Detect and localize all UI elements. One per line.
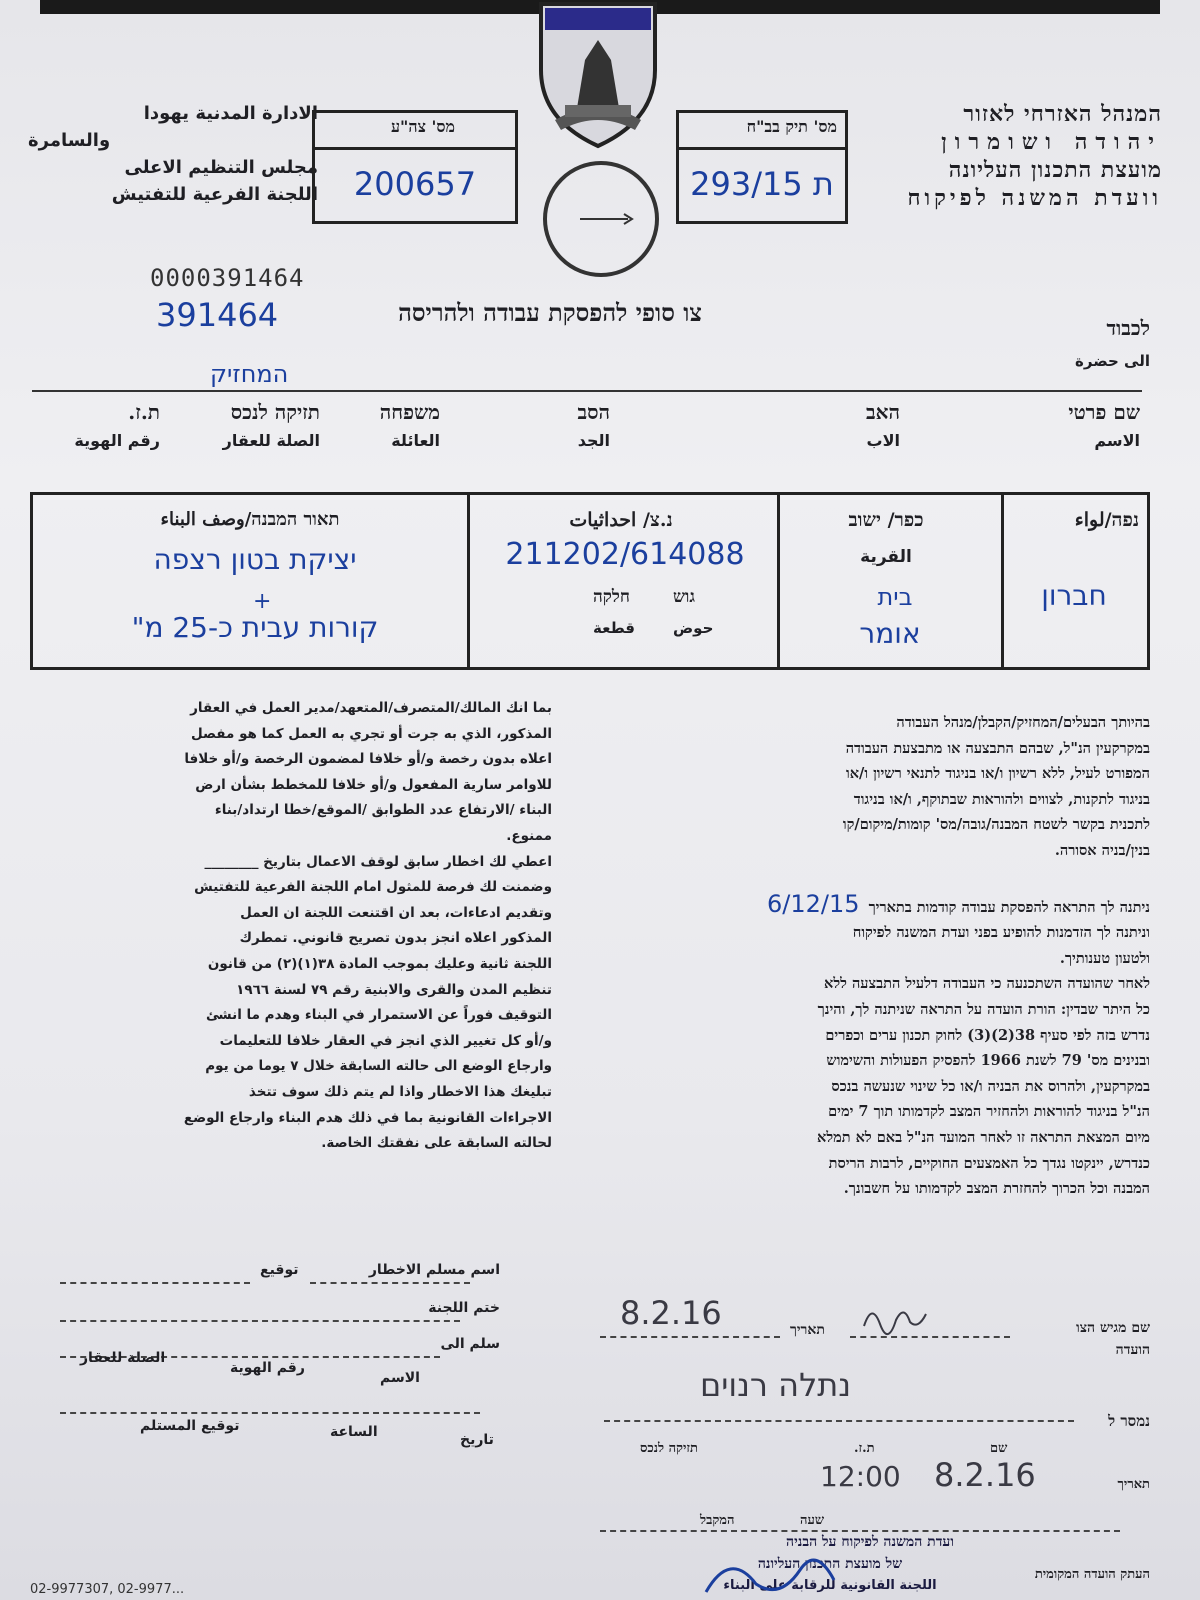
he-line: במקרקעין הנ"ל, שבהם התבצעה או מתבצעת העבודה bbox=[845, 739, 1150, 757]
field-label-ar: الاسم bbox=[1094, 431, 1140, 450]
ar-line: الاجراءات القانونية بما في ذلك هدم البناء وارجاع الوضع bbox=[183, 1109, 552, 1126]
ar-field-name: الاسم bbox=[380, 1370, 420, 1386]
ar-date-label: تاريخ bbox=[460, 1432, 494, 1448]
he-line: מיום המצאת התראה זו לאחר המועד הנ"ל באם לא תמלא bbox=[817, 1128, 1150, 1146]
footer-field-relation: תזיקה לנכס bbox=[640, 1441, 698, 1456]
plus-mark: + bbox=[253, 589, 272, 614]
ar-stamp-line bbox=[60, 1320, 460, 1322]
order-date-label: תאריך bbox=[790, 1322, 825, 1338]
ar-line: اعطي لك اخطار سابق لوقف الاعمال بتاريخ ________ bbox=[204, 853, 552, 870]
serial-number-printed: 0000391464 bbox=[150, 264, 305, 292]
he-line: בניגוד לתקנות, לצווים ולהוראות שבתוקף, ו/או בניגוד bbox=[853, 790, 1150, 808]
building-desc-label: תאור המבנה/وصف البناء bbox=[160, 509, 340, 530]
village-label-ar: القرية bbox=[860, 547, 912, 567]
arabic-header-line: والسامرة bbox=[28, 130, 111, 151]
he-line: לתכנית בקשר לשטח המבנה/גובה/מס' קומות/מיקום/קו bbox=[842, 816, 1150, 834]
given-date-value: 6/12/15 bbox=[766, 889, 860, 918]
stamp-line-1: ועדת המשנה לפיקוח על הבניה bbox=[786, 1534, 954, 1550]
receipt-date-label: תאריך bbox=[1117, 1477, 1150, 1492]
ar-line: تنظيم المدن والقرى والابنية رقم ٧٩ لسنة ١٩٦٦ bbox=[236, 981, 552, 998]
arabic-header-line: اللجنة الفرعية للتفتيش bbox=[111, 184, 318, 205]
he-line: נדרש בזה לפי סעיף 38(2)(3) לחוק תכנון ערים וכפרים bbox=[825, 1026, 1150, 1044]
he-line: לאחר שהועדה השתכנעה כי העבודה דלעיל התבצעה ללא bbox=[824, 975, 1150, 993]
committee-copy-label: העתק הועדה המקומית bbox=[1034, 1567, 1150, 1582]
ar-line: البناء /الارتفاع عدد الطوابق /الموقع/خطا ارتداد/بناء bbox=[214, 802, 552, 819]
block-label-he: גוש bbox=[673, 587, 695, 607]
he-line: במקרקעין, ולהרוס את הבניה ו/או כל שינוי שנעשה בנכס bbox=[831, 1077, 1150, 1095]
location-table bbox=[30, 492, 1150, 670]
field-grandfather bbox=[510, 400, 610, 450]
order-number-label: מס' צה"ע bbox=[390, 117, 455, 136]
field-label-he: הסב bbox=[577, 400, 610, 424]
deliverer-name-label: שם מגיש הצו bbox=[1076, 1320, 1150, 1336]
field-father bbox=[780, 400, 900, 450]
seal-icon bbox=[540, 158, 662, 280]
ar-line: وضمنت لك فرصة للمثول امام اللجنة الفرعية للتفتيش bbox=[194, 879, 552, 896]
serial-number-handwritten: 391464 bbox=[156, 296, 279, 334]
ar-line: التوقيف فوراً عن الاستمرار في البناء وهدم ما انشئ bbox=[206, 1007, 552, 1024]
ar-delivered-to-label: سلم الى bbox=[440, 1336, 500, 1352]
ar-signature-line bbox=[60, 1282, 250, 1284]
receipt-time-label: שעה bbox=[800, 1513, 825, 1528]
ar-line: للاوامر سارية المفعول و/أو خلافا للمخطط بشأن ارض bbox=[195, 776, 552, 793]
ar-line: تبليغك هذا الاخطار واذا لم يتم ذلك سوف تتخذ bbox=[248, 1083, 552, 1100]
addressee-label-ar: الى حضرة bbox=[1075, 352, 1150, 370]
receiver-label: המקבל bbox=[700, 1513, 735, 1528]
field-label-ar: الصلة للعقار bbox=[222, 431, 320, 450]
village-value-2: אומר bbox=[859, 617, 921, 650]
field-label-ar: رقم الهوية bbox=[74, 431, 160, 450]
building-desc-value-1: יציקת בטון רצפה bbox=[153, 543, 357, 576]
header-divider bbox=[32, 390, 1142, 392]
he-line: בנין/בניה אסורה. bbox=[1054, 841, 1150, 859]
ar-deliverer-label: اسم مسلم الاخطار bbox=[368, 1262, 500, 1278]
coords-value: 211202/614088 bbox=[505, 537, 745, 572]
he-para1 bbox=[584, 710, 1150, 864]
addressee-label-he: לכבוד bbox=[1106, 316, 1150, 340]
order-date-value: 8.2.16 bbox=[620, 1294, 722, 1332]
parcel-label-he: חלקה bbox=[593, 587, 630, 607]
receipt-line bbox=[600, 1530, 1120, 1532]
ar-receipt-line bbox=[60, 1412, 480, 1414]
ar-line: بما انك المالك/المتصرف/المتعهد/مدير العمل في العقار bbox=[190, 700, 552, 716]
delivered-to-value: נתלה רנוים bbox=[700, 1366, 852, 1404]
order-number-box bbox=[312, 110, 518, 224]
ar-line: و/أو كل تغيير الذي انجز في العقار خلافا للتعليمات bbox=[219, 1032, 552, 1049]
building-desc-value-2: קורות עבית כ-25 מ" bbox=[131, 611, 379, 644]
district-value: חברון bbox=[1041, 579, 1107, 612]
hebrew-body bbox=[584, 710, 1150, 1202]
field-id-number bbox=[40, 400, 160, 450]
arabic-header-line: مجلس التنظيم الاعلى bbox=[124, 157, 318, 178]
village-label-he: כפר/ ישוב bbox=[848, 509, 924, 531]
ar-signature-label: توقيع bbox=[260, 1262, 299, 1278]
ar-committee-stamp-label: ختم اللجنة bbox=[428, 1300, 500, 1316]
receipt-date-value: 8.2.16 bbox=[934, 1456, 1036, 1494]
he-line: כל היתר שבדין: הורת הועדה על התראה שניתנה לך, והינך bbox=[817, 1000, 1150, 1018]
field-first-name bbox=[1020, 400, 1140, 450]
field-label-he: משפחה bbox=[379, 400, 440, 424]
he-line: בהיותך הבעלים/המחזיק/הקבלן/מנהל העבודה bbox=[896, 714, 1150, 731]
person-fields-row bbox=[30, 400, 1140, 472]
he-line: ובנינים מס' 79 לשנת 1966 להפסיק הפעולות והשימוש bbox=[826, 1052, 1150, 1070]
village-value-1: בית bbox=[877, 583, 913, 611]
file-number-value: ת 293/15 bbox=[690, 165, 834, 203]
date-line bbox=[600, 1336, 780, 1338]
field-relation bbox=[190, 400, 320, 450]
field-label-he: האב bbox=[866, 400, 900, 424]
receipt-time-value: 12:00 bbox=[820, 1460, 901, 1493]
hebrew-header-line: וועדת המשנה לפיקוח bbox=[907, 185, 1162, 211]
ar-line: المذكور، الذي به جرت أو تجري به العمل كما هو مفصل bbox=[190, 725, 552, 742]
field-label-ar: العائلة bbox=[391, 431, 440, 450]
he-given-date-row bbox=[584, 889, 1150, 921]
committee-signature-label: הועדה bbox=[1115, 1342, 1150, 1358]
ar-deliverer-line bbox=[310, 1282, 470, 1284]
field-label-ar: الاب bbox=[866, 431, 900, 450]
ar-line: لحالته السابقة على نفقتك الخاصة. bbox=[321, 1135, 552, 1152]
field-label-he: שם פרטי bbox=[1068, 400, 1140, 424]
document-title: צו סופי להפסקת עבודה ולהריסה bbox=[398, 298, 702, 327]
file-number-label: מס' תיק בב"ח bbox=[746, 117, 837, 136]
he-line: כנדרש, יינקטו נגדך כל האמצעים החוקיים, לרבות הריסת bbox=[828, 1154, 1150, 1172]
hebrew-header-line: יהודה ושומרון bbox=[941, 129, 1162, 155]
footer-phone: 02-9977307, 02-9977... bbox=[30, 1582, 185, 1597]
he-line: המפורט לעיל, ללא רשיון ו/או בניגוד לתנאי רשיון ו/או bbox=[846, 765, 1150, 783]
field-label-ar: الجد bbox=[577, 431, 610, 450]
he-line: הנ"ל בניגוד להוראות ולהחזיר המצב לקדמותו תוך 7 ימים bbox=[828, 1103, 1150, 1121]
delivered-to-label: נמסר ל bbox=[1108, 1412, 1150, 1430]
he-para3 bbox=[584, 971, 1150, 1201]
he-line: וניתנה לך הזדמנות להופיע בפני ועדת המשנה לפיקוח bbox=[852, 924, 1150, 942]
arabic-header-line: الادارة المدنية يهودا bbox=[143, 103, 318, 124]
field-label-he: תזיקה לנכס bbox=[230, 400, 320, 424]
hebrew-header-line: מועצת התכנון העליונה bbox=[948, 157, 1162, 183]
block-label-ar: حوض bbox=[673, 619, 714, 637]
hebrew-header-line: המנהל האזרחי לאזור bbox=[963, 101, 1162, 127]
coords-label: נ.צ/ احداثيات bbox=[569, 509, 673, 531]
ar-field-relation: الصلة للعقار bbox=[80, 1350, 166, 1366]
ar-time-label: الساعة bbox=[330, 1424, 378, 1440]
signature-scribble bbox=[860, 1296, 930, 1336]
field-family bbox=[330, 400, 440, 450]
order-number-value: 200657 bbox=[353, 165, 477, 203]
footer-field-name: שם bbox=[990, 1441, 1008, 1456]
district-label: נפה/لواء bbox=[1074, 509, 1139, 531]
stamp-line-3: اللجنة القانونية للرقابة على البناء bbox=[723, 1578, 937, 1593]
table-divider bbox=[777, 495, 780, 667]
ar-receiver-signature-label: توقيع المستلم bbox=[140, 1418, 240, 1434]
parcel-label-ar: قطعة bbox=[593, 619, 635, 637]
he-line: ולטעון טענותיך. bbox=[1059, 949, 1150, 967]
table-divider bbox=[1001, 495, 1004, 667]
ar-line: ممنوع. bbox=[506, 827, 552, 844]
emblem-icon bbox=[535, 0, 661, 150]
given-date-label: ניתנה לך התראה להפסקת עבודה קודמות בתאריך bbox=[868, 898, 1150, 916]
blue-signature bbox=[700, 1540, 840, 1600]
table-divider bbox=[467, 495, 470, 667]
ar-line: المذكور اعلاه انجز بدون تصريح قانوني. تمطرك bbox=[239, 930, 552, 947]
arabic-header bbox=[28, 100, 318, 208]
ar-line: اللجنة ثانية وعليك بموجب المادة ٣٨(١)(٢) من قانون bbox=[207, 955, 552, 972]
hebrew-header bbox=[852, 100, 1162, 212]
field-label-he: ת.ז. bbox=[128, 400, 160, 424]
ar-line: وارجاع الوضع الى حالته السابقة خلال ٧ يوما من يوم bbox=[205, 1058, 552, 1075]
addressee-handwritten: המחזיק bbox=[210, 360, 289, 388]
delivered-to-line bbox=[604, 1420, 1074, 1422]
file-number-box bbox=[676, 110, 848, 224]
footer-field-id: ת.ז. bbox=[854, 1441, 875, 1456]
he-line: המבנה וכל הכרוך להחזרת המצב לקדמותו על חשבונך. bbox=[843, 1180, 1150, 1198]
signature-line bbox=[850, 1336, 1010, 1338]
stamp-line-2: של מועצת התכנון העליונה bbox=[757, 1556, 903, 1572]
ar-line: وتقديم ادعاءات، بعد ان اقتنعت اللجنة ان العمل bbox=[240, 904, 552, 921]
ar-line: اعلاه بدون رخصة و/أو خلافا لمضمون الرخصة و/أو خلافا bbox=[184, 751, 552, 768]
ar-field-id: رقم الهوية bbox=[230, 1360, 305, 1376]
arabic-body bbox=[52, 696, 552, 1157]
